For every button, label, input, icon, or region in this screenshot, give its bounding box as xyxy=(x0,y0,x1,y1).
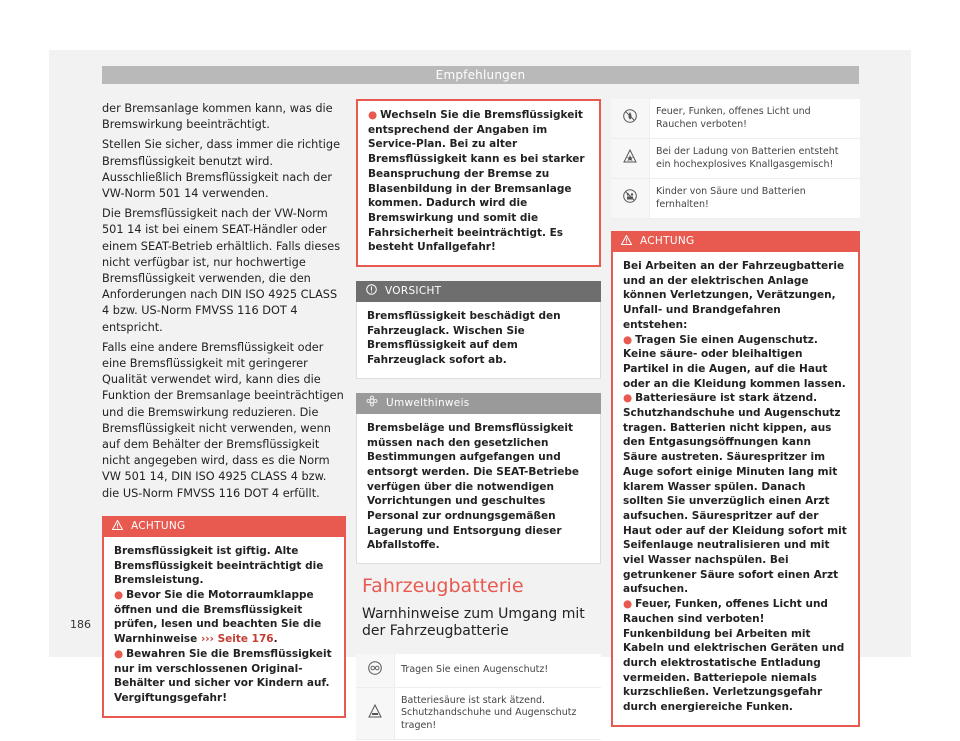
warning-label: ACHTUNG xyxy=(640,235,695,247)
warning-intro: Bei Arbeiten an der Fahrzeugbatterie und an der elektrischen Anlage können Verletzungen, Verätzungen, Unfall- und Brandgefahren entstehen: xyxy=(623,260,845,331)
caution-text: Bremsflüssigkeit beschädigt den Fahrzeuglack. Wischen Sie Bremsflüssigkeit auf dem Fahrzeuglack sofort ab. xyxy=(356,302,601,379)
table-row xyxy=(611,179,860,219)
no-fire-icon xyxy=(623,109,637,123)
warning-bullet: ● Wechseln Sie die Bremsflüssigkeit entsprechend der Angaben im Service-Plan. Bei zu alter Bremsflüssigkeit kann es bei starker Beanspruchung der Bremse zu Blasenbildung in der Bremsanlage kommen. Dadurch wird die Bremswirkung und somit die Fahrsicherheit beeinträchtigt. Es besteht Unfallgefahr! xyxy=(368,109,585,254)
caution-icon xyxy=(366,281,377,302)
paragraph: Stellen Sie sicher, dass immer die richtige Bremsflüssigkeit benutzt wird. Ausschließlich Bremsflüssigkeit nach der VW-Norm 501 14 verwenden. xyxy=(102,138,341,201)
acid-hazard-icon xyxy=(368,704,382,718)
page-reference-link[interactable]: ››› Seite 176 xyxy=(200,633,274,646)
warning-box-continued xyxy=(356,99,601,267)
environment-text: Bremsbeläge und Bremsflüssigkeit müssen nach den gesetzlichen Bestimmungen aufgefangen und entsorgt werden. Die SEAT-Betriebe verfügen über die notwendigen Vorrichtungen und geschultes Personal zur ordnungsgemäßen Lagerung und Entsorgung dieser Abfallstoffe. xyxy=(356,414,601,564)
environment-label: Umwelthinweis xyxy=(386,396,470,409)
table-row xyxy=(611,99,860,139)
warning-bullet: ● Bevor Sie die Motorraumklappe öffnen und die Bremsflüssigkeit prüfen, lesen und beachten Sie die Warnhinweise ››› Seite 176. xyxy=(114,588,322,646)
symbol-text: Tragen Sie einen Augenschutz! xyxy=(395,654,602,687)
warning-bullet: ● Tragen Sie einen Augenschutz. Keine säure- oder bleihaltigen Partikel in die Augen, auf die Haut oder an die Kleidung kommen lassen. xyxy=(623,333,846,390)
warning-bullet: ● Bewahren Sie die Bremsflüssigkeit nur im verschlossenen Original-Behälter und sicher vor Kindern auf. Vergiftungsgefahr! xyxy=(114,647,332,704)
warning-bullet: ● Batteriesäure ist stark ätzend. Schutzhandschuhe und Augenschutz tragen. Batterien nicht kippen, aus den Entgasungsöffnungen kann Säure austreten. Säurespritzer im Auge sofort einige Minuten lang mit klarem Wasser spülen. Danach sollten Sie unverzüglich einen Arzt aufsuchen. Säurespritzer auf der Haut oder auf der Kleidung sofort mit Seifenlauge neutralisieren und mit viel Wasser nachspülen. Bei getrunkener Säure sofort einen Arzt aufsuchen. xyxy=(623,392,847,596)
warning-bullet: ● Feuer, Funken, offenes Licht und Rauchen sind verboten! Funkenbildung bei Arbeiten mit Kabeln und elektrischen Geräten und durch elektrostatische Entladung vermeiden. Batteriepole niemals kurzschließen. Verletzungsgefahr durch energiereiche Funken. xyxy=(623,598,845,714)
symbol-table xyxy=(611,99,860,219)
symbol-text: Kinder von Säure und Batterien fernhalten! xyxy=(650,179,861,219)
warning-triangle-icon xyxy=(112,516,123,537)
warning-box xyxy=(611,231,860,727)
page-number: 186 xyxy=(70,618,91,631)
paragraph: Falls eine andere Bremsflüssigkeit oder eine Bremsflüssigkeit mit geringerer Qualität verwendet wird, kann dies die Funktion der Bremsanlage beeinträchtigen und die Bremswirkung reduzieren. Die Bremsflüssigkeit nicht verwenden, wenn auf dem Behälter der Bremsflüssigkeit nicht angegeben wird, dass es die Norm VW 501 14, DIN ISO 4925 CLASS 4 bzw. die US-Norm FMVSS 116 DOT 4 erfüllt. xyxy=(102,340,344,500)
keep-away-children-icon xyxy=(623,189,637,203)
symbol-text: Batteriesäure ist stark ätzend. Schutzhandschuhe und Augenschutz tragen! xyxy=(395,687,602,740)
symbol-text: Feuer, Funken, offenes Licht und Rauchen verboten! xyxy=(650,99,861,139)
symbol-table xyxy=(356,654,601,740)
warning-triangle-icon xyxy=(621,231,632,252)
caution-label: VORSICHT xyxy=(385,285,442,298)
paragraph: der Bremsanlage kommen kann, was die Bremswirkung beeinträchtigt. xyxy=(102,102,333,132)
table-row xyxy=(356,687,601,740)
caution-box xyxy=(356,281,601,379)
table-row xyxy=(356,654,601,687)
page-header: Empfehlungen xyxy=(102,66,859,84)
warning-box xyxy=(102,516,346,718)
table-row xyxy=(611,139,860,179)
warning-label: ACHTUNG xyxy=(131,519,186,532)
column-right xyxy=(611,99,860,741)
symbol-text: Bei der Ladung von Batterien entsteht ein hochexplosives Knallgasgemisch! xyxy=(650,139,861,179)
column-left xyxy=(102,101,346,732)
environment-icon xyxy=(366,393,378,414)
environment-box xyxy=(356,393,601,564)
warning-intro: Bremsflüssigkeit ist giftig. Alte Bremsflüssigkeit beeinträchtigt die Bremsleistung. xyxy=(114,544,324,587)
section-title: Fahrzeugbatterie xyxy=(362,575,524,598)
explosion-hazard-icon xyxy=(623,149,637,163)
paragraph: Die Bremsflüssigkeit nach der VW-Norm 501 14 ist bei einem SEAT-Händler oder einem SEAT-Betrieb erhältlich. Falls dieses nicht verfügbar ist, nur hochwertige Bremsflüssigkeit verwenden, die den Anforderungen nach DIN ISO 4925 CLASS 4 bzw. US-Norm FMVSS 116 DOT 4 entspricht. xyxy=(102,207,341,334)
sub-title: Warnhinweise zum Umgang mit der Fahrzeugbatterie xyxy=(362,606,585,640)
goggles-icon xyxy=(368,661,382,675)
column-middle xyxy=(356,99,601,740)
